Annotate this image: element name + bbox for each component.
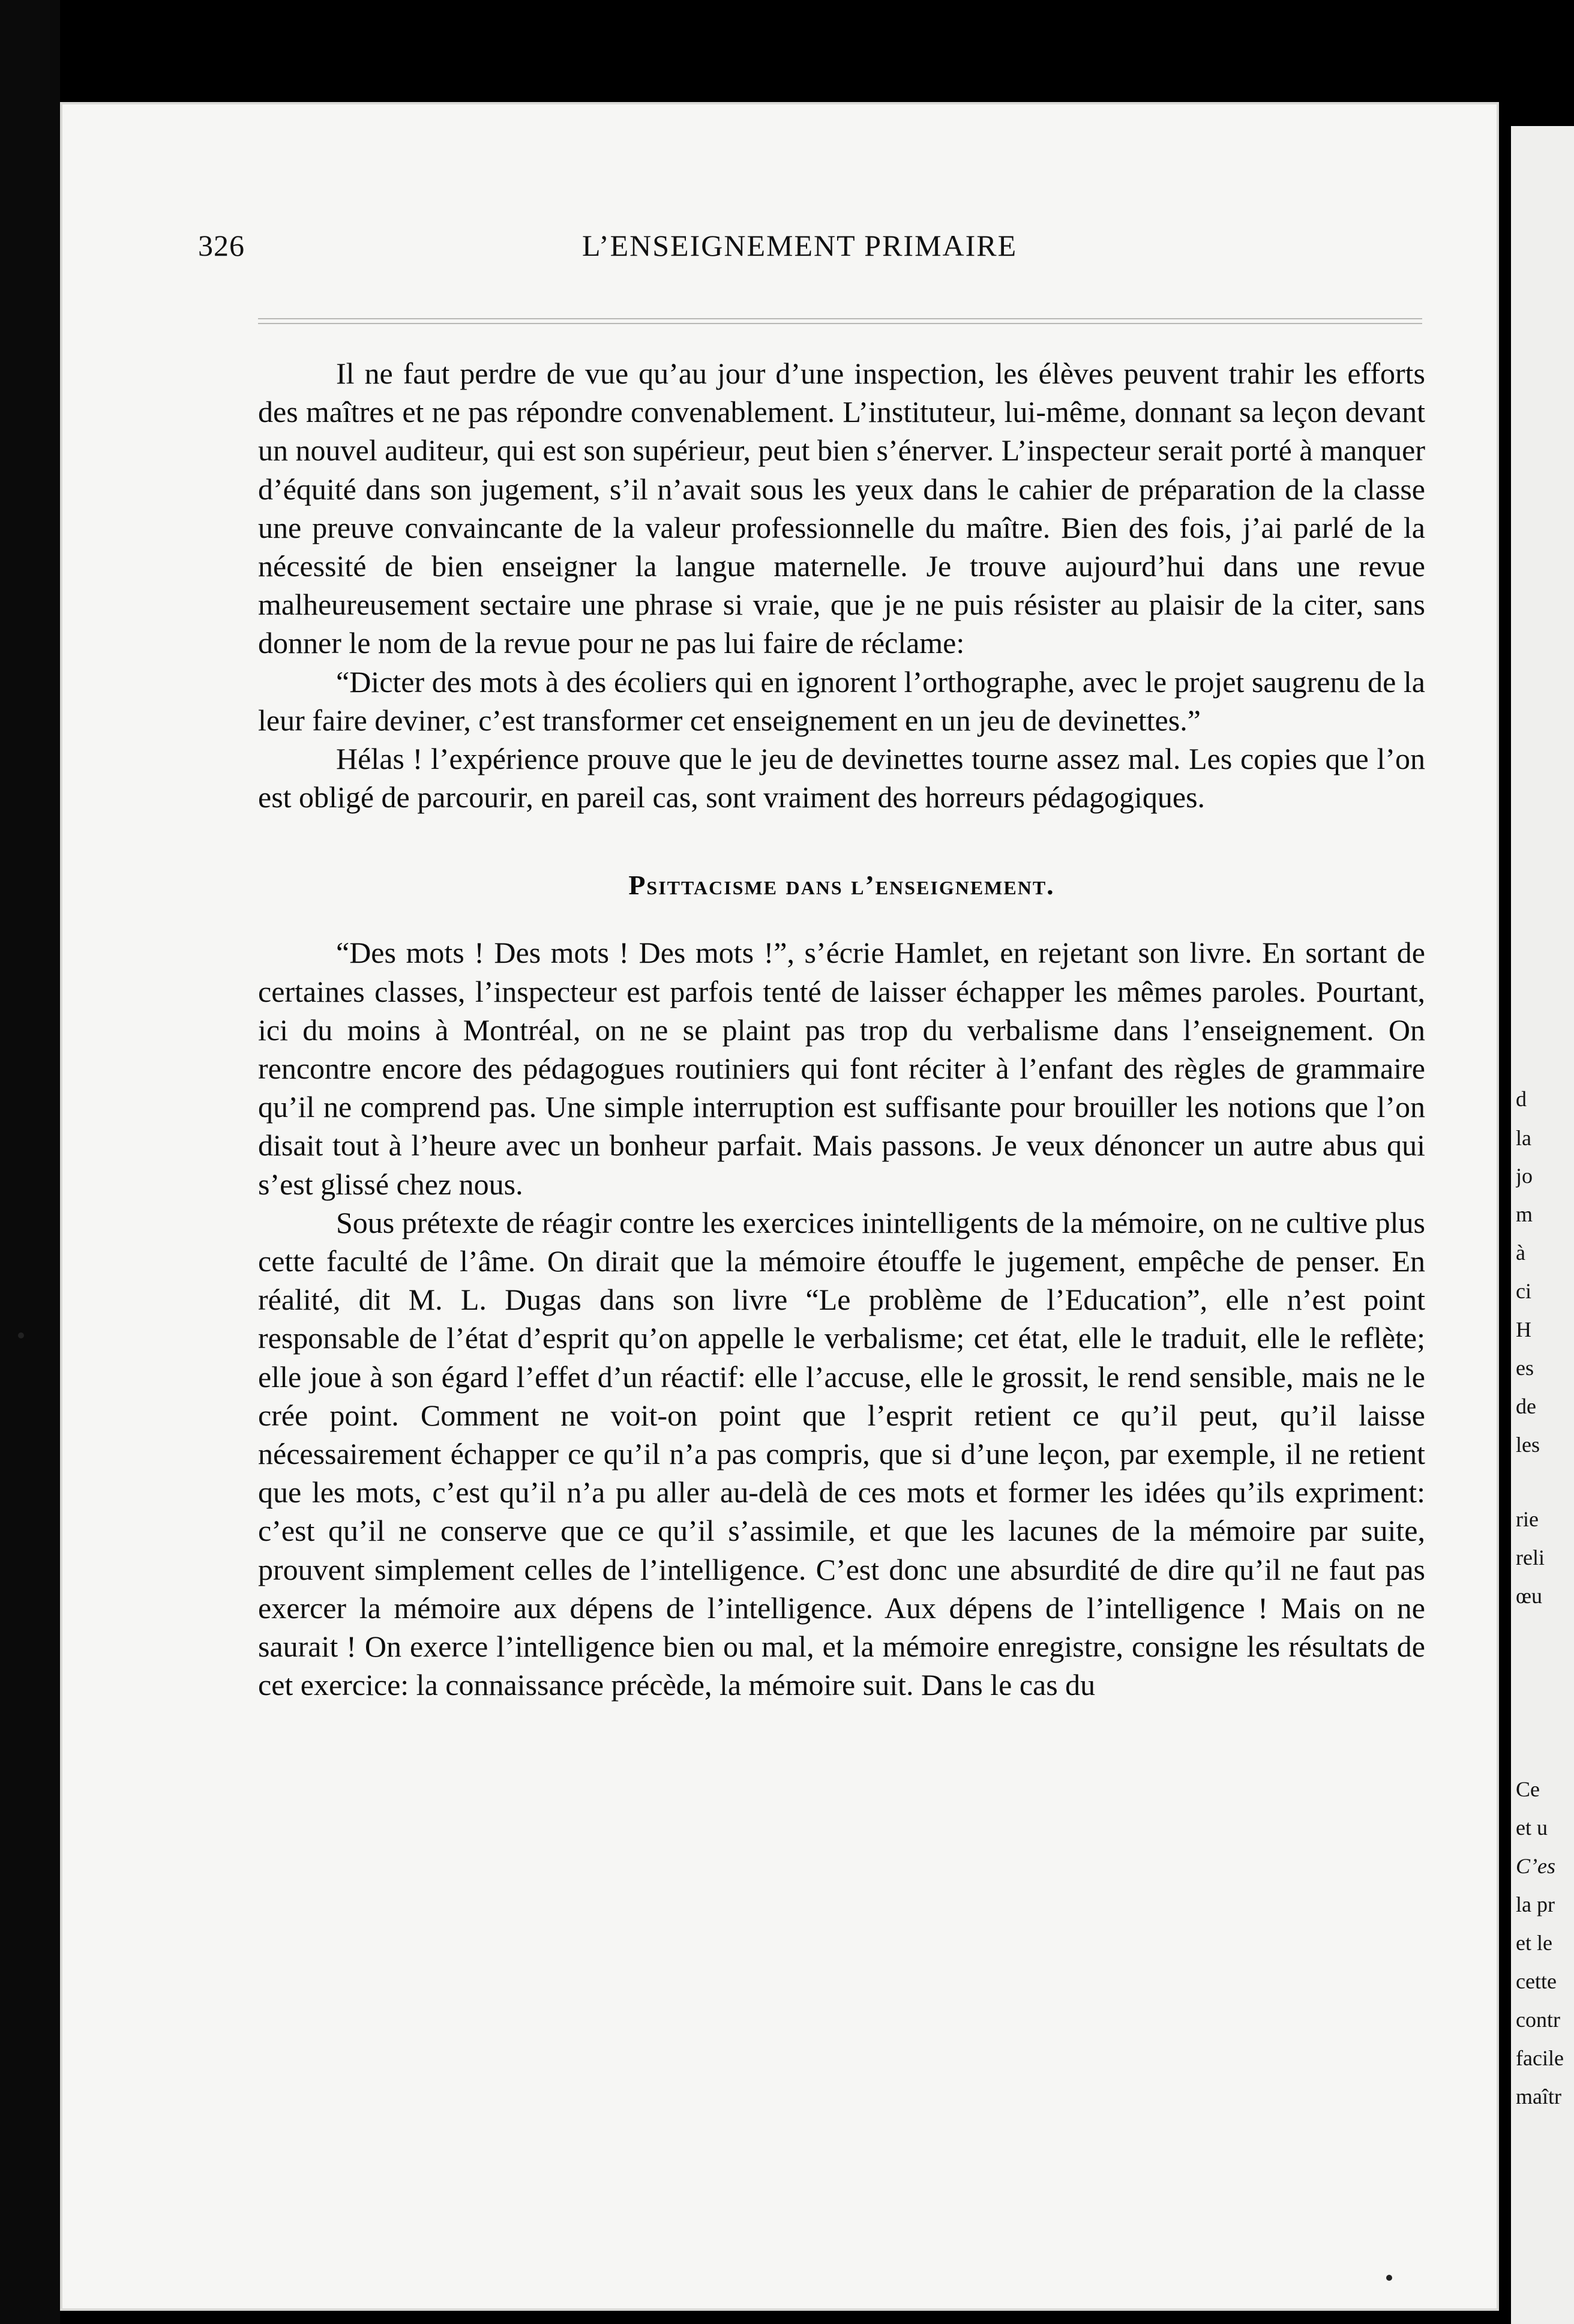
facing-page-fragment: jo bbox=[1516, 1164, 1533, 1188]
page-number: 326 bbox=[198, 229, 245, 262]
facing-page-fragment: la bbox=[1516, 1126, 1531, 1150]
paragraph-helas: Hélas ! l’expérience prouve que le jeu de devinettes tourne assez mal. Les copies que l’on est obligé de parcourir, en pareil cas, sont vraiment des horreurs pédagogiques. bbox=[258, 742, 1425, 814]
header-rule bbox=[258, 318, 1422, 324]
facing-page-fragment: facile bbox=[1516, 2046, 1564, 2070]
scan-speck bbox=[1386, 2275, 1392, 2281]
facing-page-fragment: et le bbox=[1516, 1931, 1552, 1955]
facing-page-fragment: m bbox=[1516, 1202, 1533, 1226]
facing-page-fragment: et u bbox=[1516, 1816, 1548, 1840]
facing-page-fragment: es bbox=[1516, 1356, 1534, 1380]
paragraph-hamlet: “Des mots ! Des mots ! Des mots !”, s’écrie Hamlet, en rejetant son livre. En sortant de certaines classes, l’inspecteur est parfois tenté de laisser échapper les mêmes paroles. Pourtant, ici du moins à Montréal, on ne se plaint pas trop du verbalisme dans l’enseignement. On rencontre encore des pédagogues routiniers qui font réciter à l’enfant des règles de grammaire qu’il ne comprend pas. Une simple interruption est suffisante pour brouiller les notions que l’on disait tout à l’heure avec un bonheur parfait. Mais passons. Je veux dénoncer un autre abus qui s’est glissé chez nous. bbox=[258, 936, 1425, 1201]
facing-page-fragment: contr bbox=[1516, 2008, 1560, 2032]
facing-page-fragment: Ce bbox=[1516, 1777, 1540, 1801]
facing-page-fragment: maîtr bbox=[1516, 2085, 1561, 2109]
facing-page-fragment: H bbox=[1516, 1317, 1531, 1341]
facing-page-fragment: cette bbox=[1516, 1969, 1557, 1993]
facing-page-fragment: C’es bbox=[1516, 1854, 1555, 1878]
facing-page-fragment: de bbox=[1516, 1394, 1536, 1418]
running-head bbox=[198, 228, 1422, 270]
facing-page-fragment: œu bbox=[1516, 1584, 1542, 1608]
paragraph-memoire: Sous prétexte de réagir contre les exercices inintelligents de la mémoire, on ne cultive plus cette faculté de l’âme. On dirait que la mémoire étouffe le jugement, empêche de penser. En réalité, dit M. L. Dugas dans son livre “Le problème de l’Education”, elle n’est point responsable de l’état d’esprit qu’on appelle le verbalisme; cet état, elle le traduit, elle le reflète; elle joue à son égard l’effet d’un réactif: elle l’accuse, elle le grossit, le rend sensible, mais ne le crée point. Comment ne voit-on point que l’esprit retient ce qu’il peut, qu’il laisse nécessairement échapper ce qu’il n’a pas compris, que si d’une leçon, par exemple, il ne retient que les mots, c’est qu’il n’a pu aller au-delà de ces mots et former les idées qu’ils expriment: c’est qu’il ne conserve que ce qu’il s’assimile, et que les lacunes de la mémoire par suite, prouvent simplement celles de l’intelligence. C’est donc une absurdité de dire qu’il ne faut pas exercer la mémoire aux dépens de l’intelligence. Aux dépens de l’intelligence ! Mais on ne saurait ! On exerce l’intelligence bien ou mal, et la mémoire enregistre, consigne les résultats de cet exercice: la connaissance précède, la mémoire suit. Dans le cas du bbox=[258, 1205, 1425, 1702]
scan-speck bbox=[18, 1332, 24, 1338]
facing-page-fragment: à bbox=[1516, 1241, 1525, 1265]
facing-page-edge bbox=[1511, 126, 1574, 2324]
facing-page-fragment: les bbox=[1516, 1433, 1540, 1457]
facing-page-fragment: d bbox=[1516, 1087, 1527, 1111]
facing-page-fragment: rie bbox=[1516, 1507, 1539, 1531]
paragraph-quote: “Dicter des mots à des écoliers qui en ignorent l’orthographe, avec le projet saugrenu de la leur faire deviner, c’est transformer cet enseignement en un jeu de devinettes.” bbox=[258, 664, 1425, 737]
scan-left-margin bbox=[0, 0, 60, 2324]
section-heading: Psittacisme dans l’enseignement. bbox=[628, 870, 1055, 901]
facing-page-fragment: la pr bbox=[1516, 1892, 1555, 1916]
paragraph-inspection: Il ne faut perdre de vue qu’au jour d’une inspection, les élèves peuvent trahir les efforts des maîtres et ne pas répondre convenablement. L’instituteur, lui-même, donnant sa leçon devant un nouvel auditeur, qui est son supérieur, peut bien s’énerver. L’inspecteur serait porté à manquer d’équité dans son jugement, s’il n’avait sous les yeux dans le cahier de préparation de la classe une preuve convaincante de la valeur professionnelle du maître. Bien des fois, j’ai parlé de la nécessité de bien enseigner la langue maternelle. Je trouve aujourd’hui dans une revue malheureusement sectaire une phrase si vraie, que je ne puis résister au plaisir de la citer, sans donner le nom de la revue pour ne pas lui faire de réclame: bbox=[258, 357, 1425, 660]
body-text bbox=[258, 354, 1425, 1705]
facing-page-fragment: reli bbox=[1516, 1546, 1545, 1570]
facing-page-fragment: ci bbox=[1516, 1279, 1531, 1303]
running-title: L’ENSEIGNEMENT PRIMAIRE bbox=[582, 229, 1018, 262]
